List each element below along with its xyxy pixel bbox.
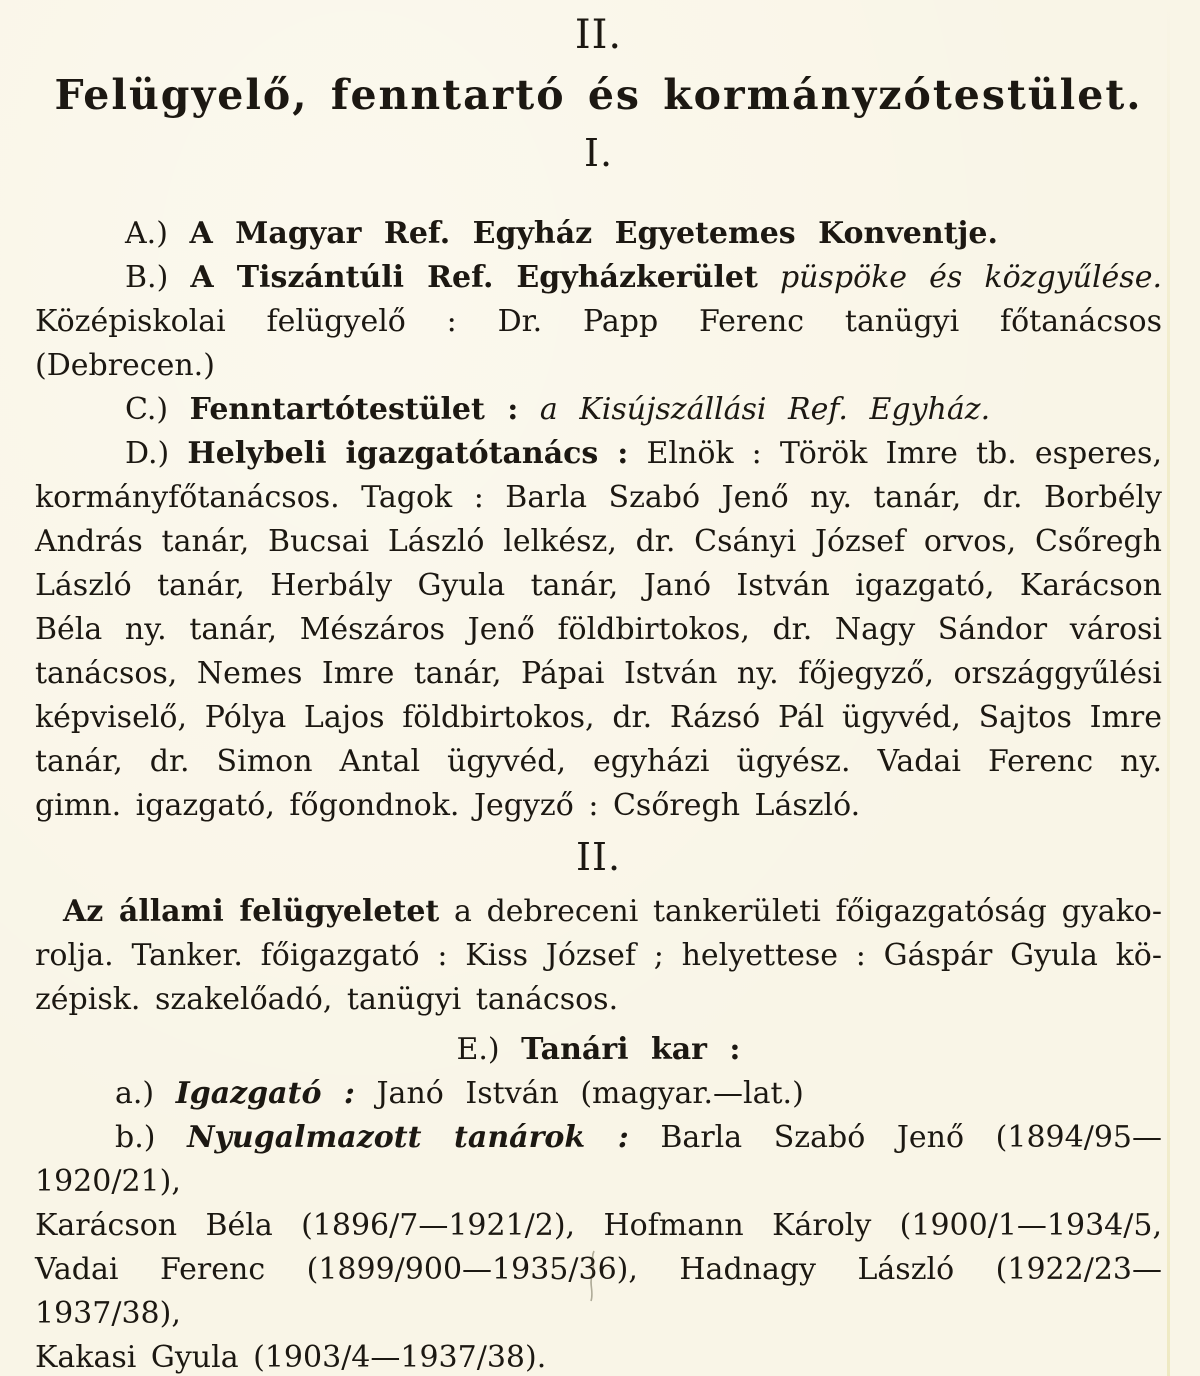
item-a-label: A.) <box>125 216 168 251</box>
item-eb-line-1-rest: Barla Szabó Jenő (1894/95—1920/21), <box>35 1120 1162 1199</box>
item-eb-line-1 <box>35 1116 1162 1204</box>
item-b-line-2-text: Középiskolai felügyelő : Dr. Papp Ferenc tanügyi főtanácsos (Debrecen.) <box>35 304 1162 383</box>
body-text <box>35 212 1162 1376</box>
supervision-lead: Az állami felügyeletet <box>63 894 440 929</box>
supervision-line-2-text: rolja. Tanker. főigazgató : Kiss József ; helyettese : Gáspár Gyula kö- <box>35 938 1162 973</box>
supervision-line-3 <box>35 978 1162 1022</box>
item-e-label: E.) <box>456 1032 500 1067</box>
item-d-line-6 <box>35 652 1162 696</box>
item-d-line-3-text: András tanár, Bucsai László lelkész, dr. Csányi József orvos, Csőregh <box>35 524 1162 559</box>
item-eb-line-2-text: Karácson Béla (1896/7—1921/2), Hofmann Károly (1900/1—1934/5, <box>35 1208 1162 1243</box>
item-d-title: Helybeli igazgatótanács : <box>187 436 629 471</box>
item-eb-line-4 <box>35 1336 1162 1376</box>
item-c-line <box>35 388 1162 432</box>
item-d-line-2-text: kormányfőtanácsos. Tagok : Barla Szabó Jenő ny. tanár, dr. Borbély <box>35 480 1162 515</box>
item-b-line-2 <box>35 300 1162 388</box>
item-e-heading <box>35 1028 1162 1072</box>
item-b-italic: püspöke és közgyűlése. <box>779 260 1162 295</box>
item-d-line-5 <box>35 608 1162 652</box>
supervision-line-3-text: zépisk. szakelőadó, tanügyi tanácsos. <box>35 982 619 1017</box>
item-d-line-9-text: gimn. igazgató, főgondnok. Jegyző : Csőregh László. <box>35 788 861 823</box>
item-b-title: A Tiszántúli Ref. Egyházkerület <box>190 260 758 295</box>
item-d-line-6-text: tanácsos, Nemes Imre tanár, Pápai István ny. főjegyző, országgyűlési <box>35 656 1162 691</box>
item-d-line-8-text: tanár, dr. Simon Antal ügyvéd, egyházi ügyész. Vadai Ferenc ny. <box>35 744 1162 779</box>
item-a-line <box>35 212 1162 256</box>
item-d-line-7 <box>35 696 1162 740</box>
item-d-line-3 <box>35 520 1162 564</box>
page-title: Felügyelő, fenntartó és kormányzótestület. <box>54 71 1143 119</box>
item-d-line-4 <box>35 564 1162 608</box>
item-ea-rest: Janó István (magyar.—lat.) <box>376 1076 804 1111</box>
item-b-label: B.) <box>125 260 169 295</box>
item-ea-title: Igazgató : <box>175 1076 355 1111</box>
item-eb-line-2 <box>35 1204 1162 1248</box>
item-a-title: A Magyar Ref. Egyház Egyetemes Konventje. <box>189 216 998 251</box>
scan-scratch-icon <box>586 1250 600 1302</box>
subsection-number-one: I. <box>583 131 614 175</box>
item-d-line-5-text: Béla ny. tanár, Mészáros Jenő földbirtokos, dr. Nagy Sándor városi <box>35 612 1162 647</box>
item-ea-line <box>35 1072 1162 1116</box>
state-supervision-paragraph <box>35 890 1162 1022</box>
supervision-line-1-rest: a debreceni tankerületi főigazgatóság gyako- <box>454 894 1162 929</box>
item-d-line-1-rest: Elnök : Török Imre tb. esperes, <box>646 436 1162 471</box>
item-d-line-4-text: László tanár, Herbály Gyula tanár, Janó István igazgató, Karácson <box>35 568 1162 603</box>
supervision-line-2 <box>35 934 1162 978</box>
item-e-title: Tanári kar : <box>521 1032 741 1067</box>
item-c-italic: a Kisújszállási Ref. Egyház. <box>539 392 991 427</box>
item-d-line-1 <box>35 432 1162 476</box>
item-d-line-8 <box>35 740 1162 784</box>
section-number-top: II. <box>574 12 623 58</box>
item-d-line-7-text: képviselő, Pólya Lajos földbirtokos, dr. Rázsó Pál ügyvéd, Sajtos Imre <box>35 700 1162 735</box>
item-d-line-2 <box>35 476 1162 520</box>
item-eb-label: b.) <box>115 1120 156 1155</box>
item-c-label: C.) <box>125 392 169 427</box>
item-eb-line-3-text: Vadai Ferenc (1899/900—1935/36), Hadnagy László (1922/23—1937/38), <box>35 1252 1162 1331</box>
item-ea-label: a.) <box>115 1076 155 1111</box>
supervision-line-1 <box>35 890 1162 934</box>
item-d-line-9 <box>35 784 1162 828</box>
item-eb-line-4-text: Kakasi Gyula (1903/4—1937/38). <box>35 1340 547 1375</box>
item-c-title: Fenntartótestület : <box>189 392 519 427</box>
section-number-two: II. <box>575 835 622 879</box>
item-b-line-1 <box>35 256 1162 300</box>
item-d-label: D.) <box>125 436 170 471</box>
item-eb-title: Nyugalmazott tanárok : <box>187 1120 629 1155</box>
